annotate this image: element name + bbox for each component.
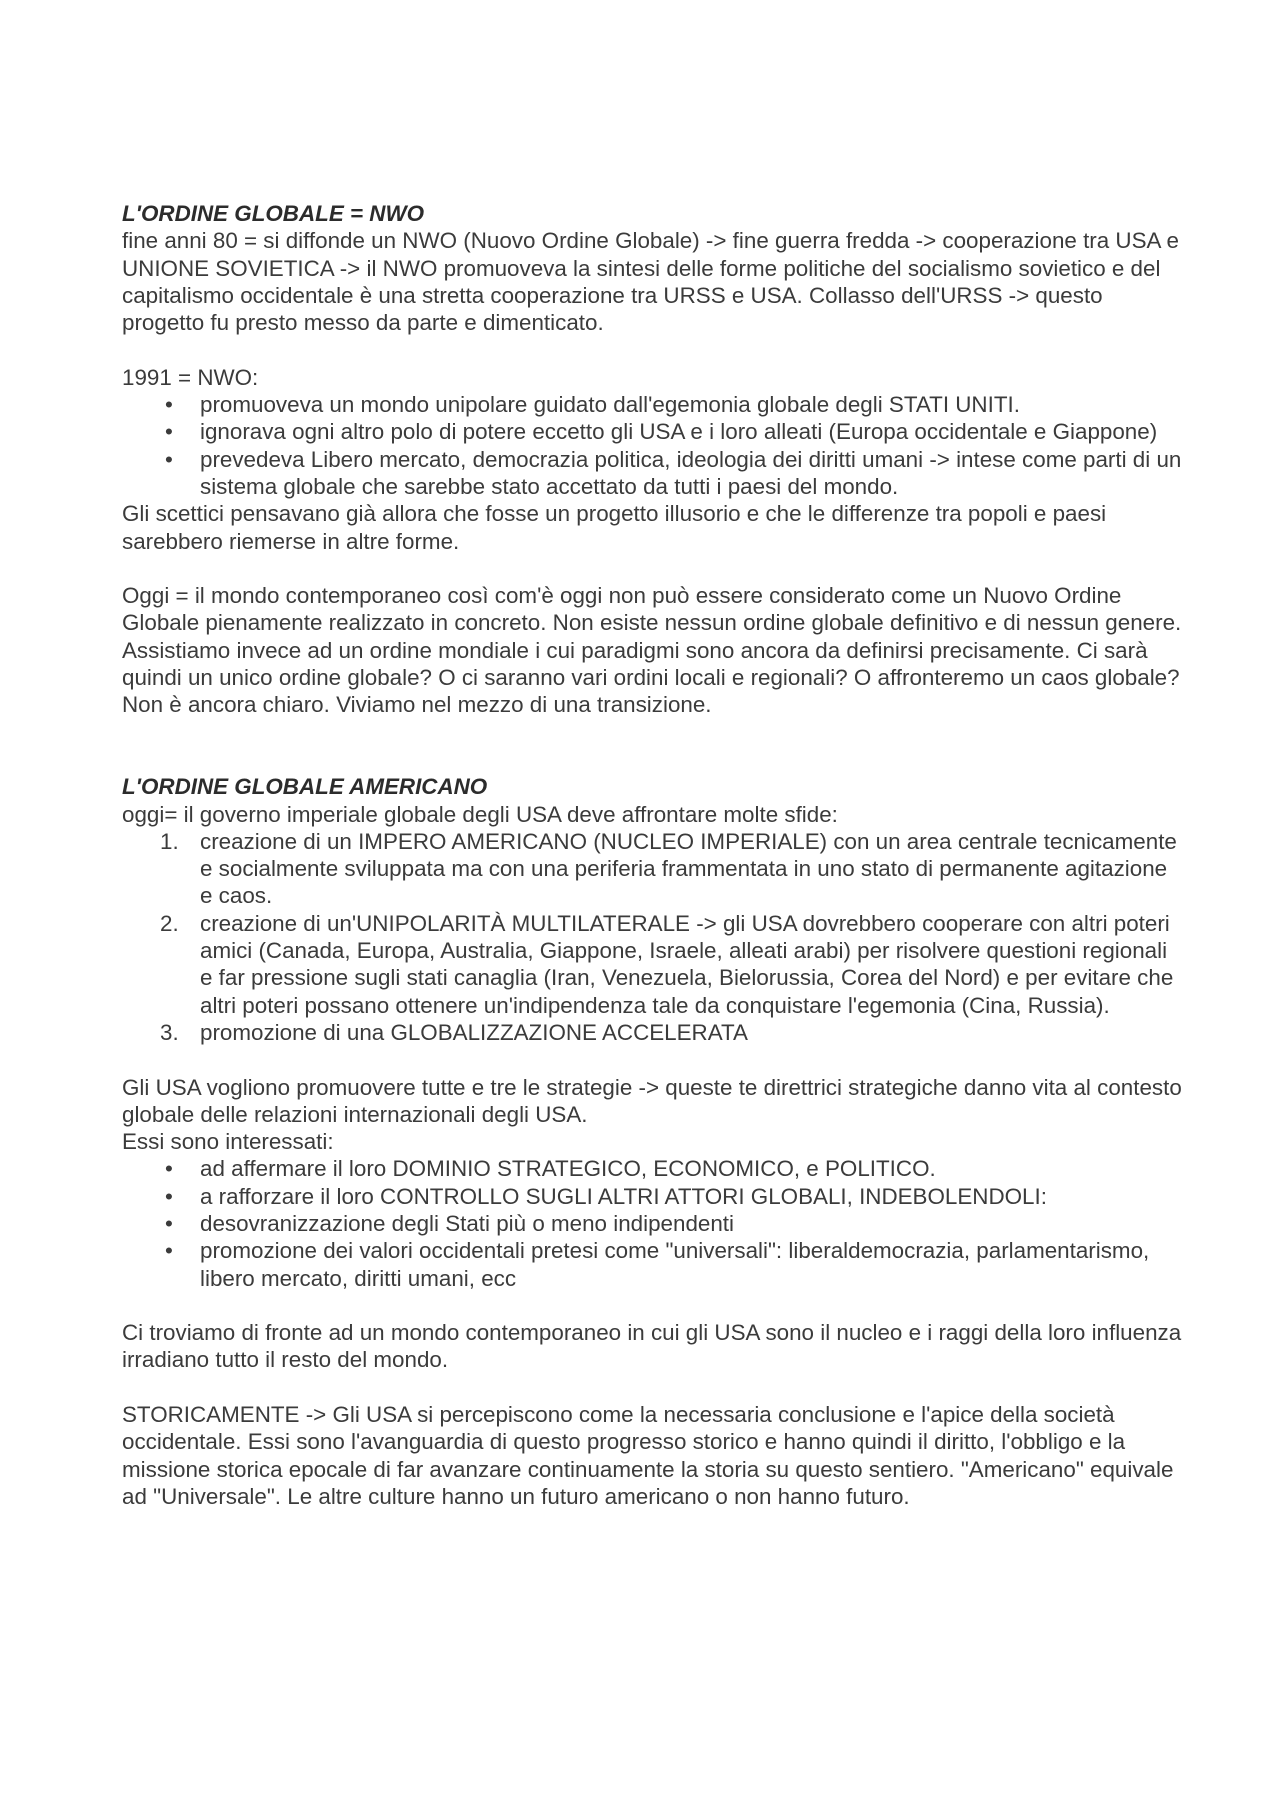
- list-item: • a rafforzare il loro CONTROLLO SUGLI ALTRI ATTORI GLOBALI, INDEBOLENDOLI:: [165, 1183, 1047, 1209]
- list-item: 2. creazione di un'UNIPOLARITÀ MULTILATERALE -> gli USA dovrebbero cooperare con altri poteri amici (Canada, Europa, Australia, Giappone, Israele, alleati arabi) per risolvere questioni regionali e far pressione sugli stati canaglia (Iran, Venezuela, Bielorussia, Corea del Nord) e per evitare che altri poteri possano ottenere un'indipendenza tale da conquistare l'egemonia (Cina, Russia).: [160, 910, 1174, 1018]
- list-item: • prevedeva Libero mercato, democrazia politica, ideologia dei diritti umani -> intese come parti di un sistema globale che sarebbe stato accettato da tutti i paesi del mondo.: [165, 446, 1182, 499]
- bullet-icon: •: [165, 1156, 173, 1182]
- paragraph-strategies: Gli USA vogliono promuovere tutte e tre le strategie -> queste te direttrici strategiche danno vita al contesto globale delle relazioni internazionali degli USA.: [122, 1074, 1182, 1127]
- list-item: • ad affermare il loro DOMINIO STRATEGICO, ECONOMICO, e POLITICO.: [165, 1156, 936, 1182]
- spacer: [122, 336, 1182, 363]
- spacer: [122, 1292, 1182, 1319]
- paragraph-nwo-origins: fine anni 80 = si diffonde un NWO (Nuovo Ordine Globale) -> fine guerra fredda -> cooperazione tra USA e UNIONE SOVIETICA -> il NWO promuoveva la sintesi delle forme politiche del socialismo sovietico e del capitalismo occidentale è una stretta cooperazione tra URSS e USA. Collasso dell'URSS -> questo progetto fu presto messo da parte e dimenticato.: [122, 228, 1179, 336]
- bullet-icon: •: [165, 1183, 173, 1209]
- numbered-list-challenges: [122, 828, 1182, 1046]
- bullet-icon: •: [165, 1210, 173, 1236]
- paragraph-challenges-intro: oggi= il governo imperiale globale degli USA deve affrontare molte sfide:: [122, 801, 838, 827]
- spacer: [122, 1046, 1182, 1073]
- section-heading-american-order: L'ORDINE GLOBALE AMERICANO: [122, 774, 488, 800]
- paragraph-historically: STORICAMENTE -> Gli USA si percepiscono come la necessaria conclusione e l'apice della società occidentale. Essi sono l'avanguardia di questo progresso storico e hanno quindi il diritto, l'obbligo e la missione storica epocale di far avanzare continuamente la storia su questo sentiero. "Americano" equivale ad "Universale". Le altre culture hanno un futuro americano o non hanno futuro.: [122, 1402, 1174, 1509]
- bullet-icon: •: [165, 446, 173, 472]
- bullet-icon: •: [165, 419, 173, 445]
- spacer: [122, 555, 1182, 582]
- list-item: • promozione dei valori occidentali pretesi come "universali": liberaldemocrazia, parlamentarismo, libero mercato, diritti umani, ecc: [165, 1238, 1150, 1291]
- bullet-list-1991: [122, 391, 1182, 500]
- paragraph-nucleus: Ci troviamo di fronte ad un mondo contemporaneo in cui gli USA sono il nucleo e i raggi della loro influenza irradiano tutto il resto del mondo.: [122, 1320, 1182, 1373]
- list-item: • desovranizzazione degli Stati più o meno indipendenti: [165, 1210, 734, 1236]
- paragraph-1991-intro: 1991 = NWO:: [122, 364, 259, 390]
- bullet-list-interests: [122, 1155, 1182, 1291]
- bullet-icon: •: [165, 1238, 173, 1264]
- spacer: [122, 1374, 1182, 1401]
- paragraph-today: Oggi = il mondo contemporaneo così com'è oggi non può essere considerato come un Nuovo Ordine Globale pienamente realizzato in concreto. Non esiste nessun ordine globale definitivo e di nessun genere. Assistiamo invece ad un ordine mondiale i cui paradigmi sono ancora da definirsi precisamente. Ci sarà quindi un unico ordine globale? O ci saranno vari ordini locali e regionali? O affronteremo un caos globale? Non è ancora chiaro. Viviamo nel mezzo di una transizione.: [122, 583, 1182, 718]
- list-item: • ignorava ogni altro polo di potere eccetto gli USA e i loro alleati (Europa occidentale e Giappone): [165, 419, 1158, 445]
- document-page: [122, 200, 1182, 1510]
- bullet-icon: •: [165, 392, 173, 418]
- list-item: 3. promozione di una GLOBALIZZAZIONE ACCELERATA: [160, 1019, 748, 1045]
- paragraph-interested: Essi sono interessati:: [122, 1129, 334, 1155]
- spacer: [122, 719, 1182, 774]
- paragraph-skeptics: Gli scettici pensavano già allora che fosse un progetto illusorio e che le differenze tra popoli e paesi sarebbero riemerse in altre forme.: [122, 501, 1107, 554]
- section-heading-nwo: L'ORDINE GLOBALE = NWO: [122, 201, 425, 226]
- list-item: 1. creazione di un IMPERO AMERICANO (NUCLEO IMPERIALE) con un area centrale tecnicamente e socialmente sviluppata ma con una periferia frammentata in uno stato di permanente agitazione e caos.: [160, 828, 1177, 909]
- list-item: • promuoveva un mondo unipolare guidato dall'egemonia globale degli STATI UNITI.: [165, 392, 1020, 418]
